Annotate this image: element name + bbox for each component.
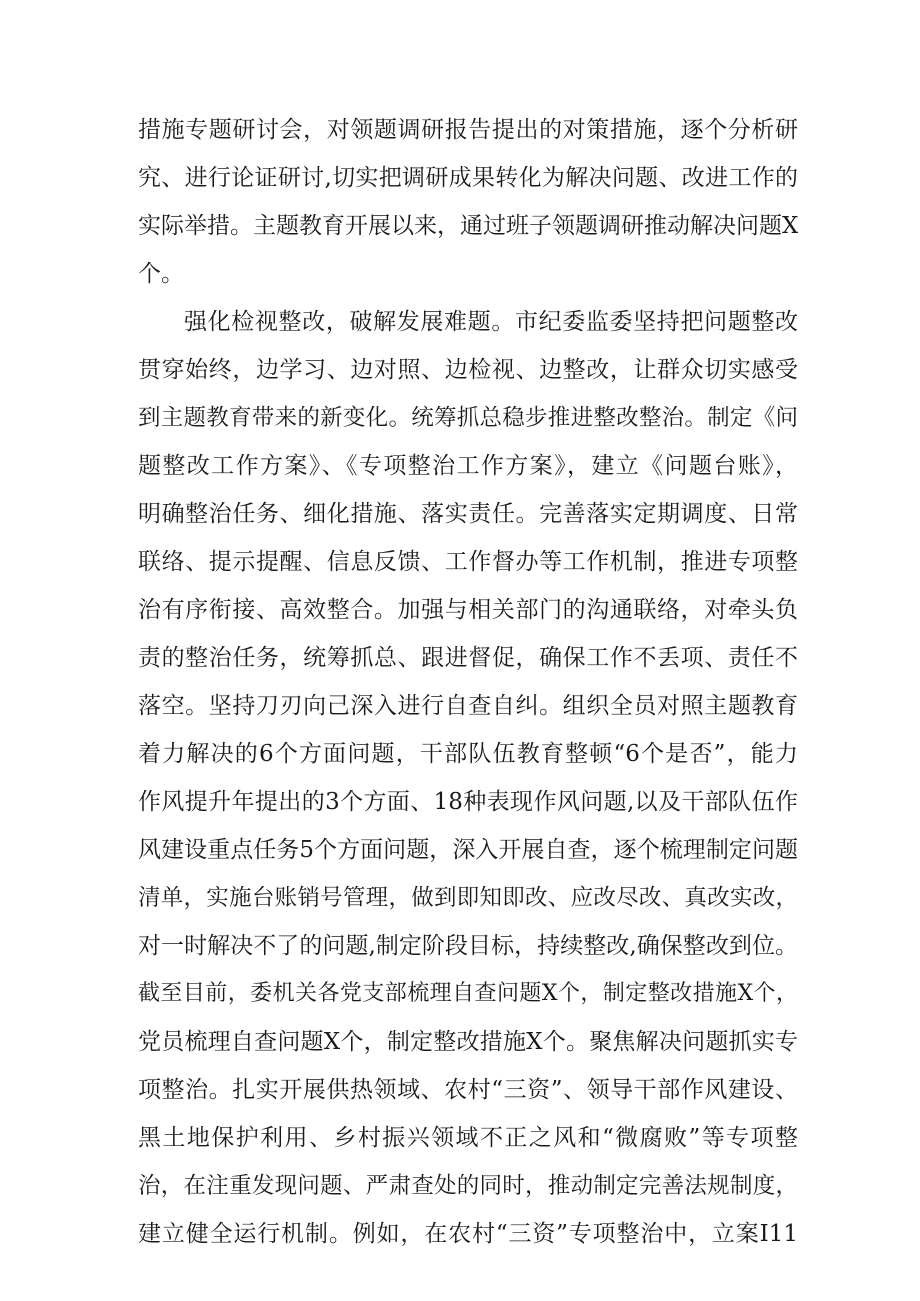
text-line: 实际举措。主题教育开展以来，通过班子领题调研推动解决问题X	[138, 213, 798, 239]
text-line: 落空。坚持刀刃向己深入进行自查自纠。组织全员对照主题教育	[138, 693, 798, 719]
text-line: 清单，实施台账销号管理，做到即知即改、应改尽改、真改实改，	[138, 885, 798, 911]
text-line: 着力解决的6个方面问题，干部队伍教育整顿“6个是否”，能力	[138, 741, 798, 767]
text-line: 建立健全运行机制。例如，在农村“三资”专项整治中，立案I11	[138, 1221, 798, 1247]
text-line: 题整改工作方案》、《专项整治工作方案》，建立《问题台账》，	[138, 453, 798, 479]
text-line: 党员梳理自查问题X个，制定整改措施X个。聚焦解决问题抓实专	[138, 1029, 798, 1055]
text-line: 治，在注重发现问题、严肃查处的同时，推动制定完善法规制度，	[138, 1173, 798, 1199]
text-line: 风建设重点任务5个方面问题，深入开展自查，逐个梳理制定问题	[138, 837, 798, 863]
text-line: 措施专题研讨会，对领题调研报告提出的对策措施，逐个分析研	[138, 117, 798, 143]
text-line: 明确整治任务、细化措施、落实责任。完善落实定期调度、日常	[138, 501, 798, 527]
text-line: 贯穿始终，边学习、边对照、边检视、边整改，让群众切实感受	[138, 357, 798, 383]
text-line: 黑土地保护利用、乡村振兴领域不正之风和“微腐败”等专项整	[138, 1125, 798, 1151]
text-line: 对一时解决不了的问题,制定阶段目标，持续整改,确保整改到位。	[138, 933, 798, 959]
text-line: 到主题教育带来的新变化。统筹抓总稳步推进整改整治。制定《问	[138, 405, 798, 431]
text-line: 个。	[138, 261, 184, 287]
text-line: 责的整治任务，统筹抓总、跟进督促，确保工作不丢项、责任不	[138, 645, 798, 671]
text-line: 作风提升年提出的3个方面、18种表现作风问题,以及干部队伍作	[138, 789, 798, 815]
text-line: 项整治。扎实开展供热领域、农村“三资”、领导干部作风建设、	[138, 1077, 798, 1103]
text-line: 治有序衔接、高效整合。加强与相关部门的沟通联络，对牵头负	[138, 597, 798, 623]
text-line: 截至目前，委机关各党支部梳理自查问题X个，制定整改措施X个，	[138, 981, 798, 1006]
text-line: 联络、提示提醒、信息反馈、工作督办等工作机制，推进专项整	[138, 549, 798, 575]
paragraph-heading-line: 强化检视整改，破解发展难题。市纪委监委坚持把问题整改	[184, 309, 798, 335]
text-line: 究、进行论证研讨,切实把调研成果转化为解决问题、改进工作的	[138, 165, 798, 191]
